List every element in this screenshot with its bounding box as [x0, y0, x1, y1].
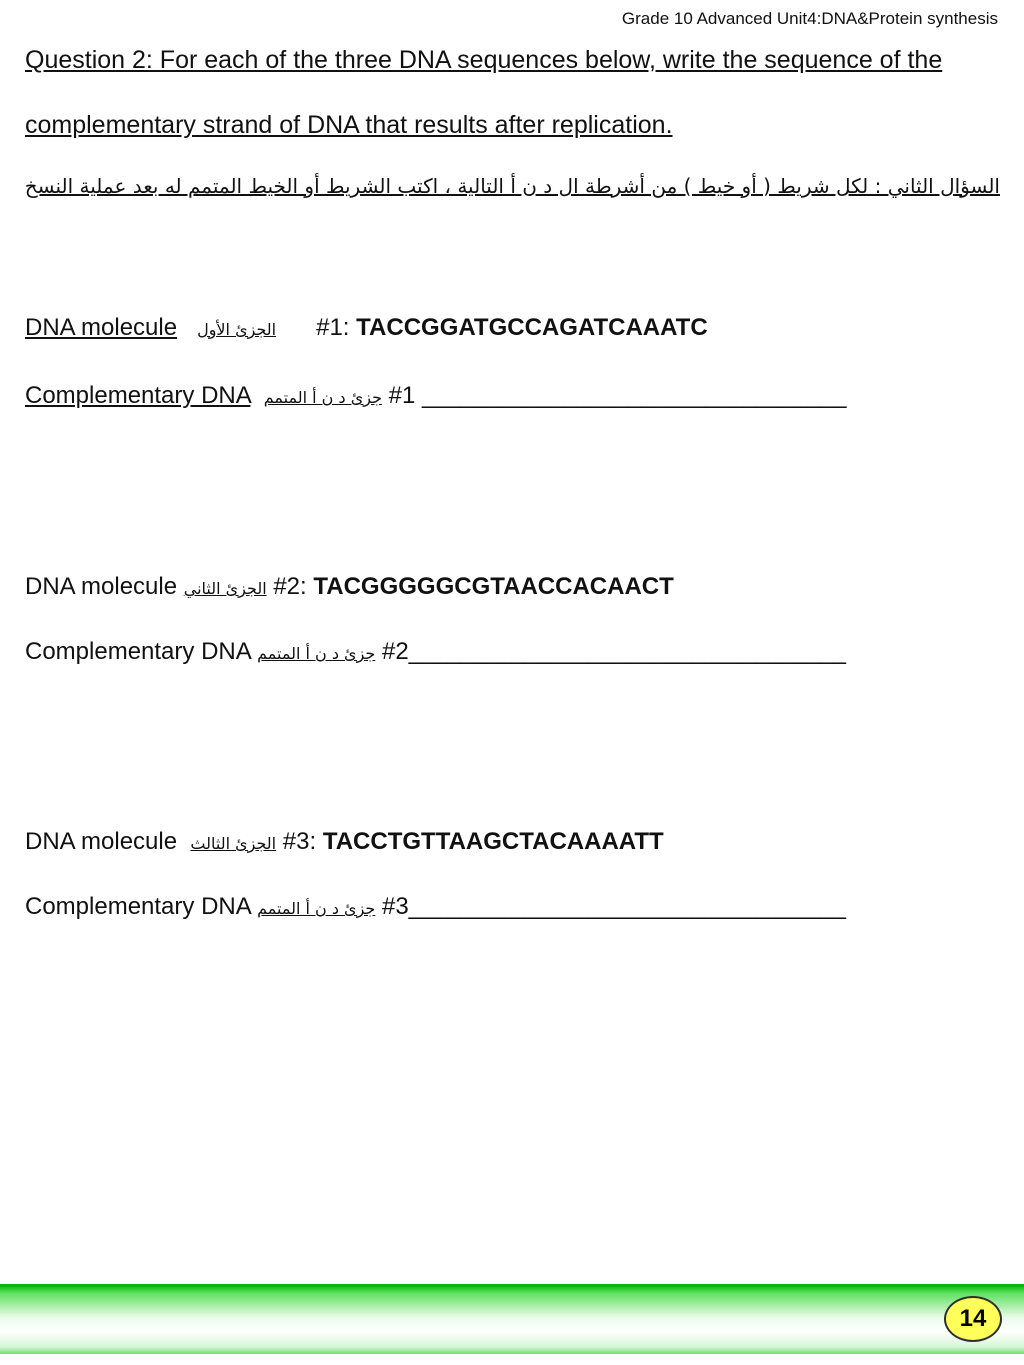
question-text-line-1: Question 2: For each of the three DNA sequences below, write the sequence of the	[25, 46, 943, 74]
dna-sequence: TACCGGATGCCAGATCAAATC	[356, 314, 708, 341]
complementary-dna-2	[25, 638, 846, 666]
course-header: Grade 10 Advanced Unit4:DNA&Protein synthesis	[621, 9, 998, 28]
dna-molecule-label: DNA molecule	[25, 828, 178, 855]
question-text-line-2: complementary strand of DNA that results after replication.	[25, 111, 673, 139]
dna-molecule-number: #3:	[282, 828, 317, 855]
dna-molecule-arabic-label: الجزئ الثالث	[190, 834, 277, 853]
dna-molecule-label: DNA molecule	[25, 573, 178, 600]
answer-blank-3[interactable]: __________________________________	[408, 893, 846, 920]
complementary-dna-number: #3	[381, 893, 409, 920]
dna-molecule-1	[25, 314, 708, 342]
dna-sequence: TACCTGTTAAGCTACAAAATT	[322, 828, 664, 855]
complementary-dna-number: #1	[388, 382, 416, 409]
answer-blank-1[interactable]: _________________________________	[422, 382, 846, 409]
complementary-dna-arabic-label: جزئ د ن أ المتمم	[257, 899, 376, 918]
question-text-arabic: السؤال الثاني : لكل شريط ( أو خيط ) من أشرطة ال د ن أ التالية ، اكتب الشريط أو الخيط المتمم له بعد عملية النسخ	[24, 174, 1000, 198]
answer-blank-2[interactable]: __________________________________	[408, 638, 846, 665]
page-number-badge: 14	[944, 1296, 1002, 1342]
complementary-dna-label: Complementary DNA	[25, 638, 251, 665]
dna-molecule-number: #2:	[273, 573, 307, 600]
dna-molecule-arabic-label: الجزئ الأول	[197, 320, 277, 339]
complementary-dna-arabic-label: جزئ د ن أ المتمم	[257, 644, 376, 663]
dna-molecule-label: DNA molecule	[25, 314, 178, 341]
complementary-dna-number: #2	[381, 638, 409, 665]
dna-molecule-number: #1:	[316, 314, 350, 341]
footer-band	[0, 1284, 1024, 1354]
dna-molecule-3	[25, 828, 664, 856]
dna-sequence: TACGGGGGCGTAACCACAACT	[313, 573, 674, 600]
complementary-dna-label: Complementary DNA	[25, 893, 251, 920]
complementary-dna-label: Complementary DNA	[25, 382, 251, 409]
complementary-dna-1	[25, 382, 846, 410]
dna-molecule-arabic-label: الجزئ الثاني	[183, 579, 267, 598]
dna-molecule-2	[25, 573, 674, 601]
complementary-dna-arabic-label: جزئ د ن أ المتمم	[263, 388, 382, 407]
complementary-dna-3	[25, 893, 846, 921]
